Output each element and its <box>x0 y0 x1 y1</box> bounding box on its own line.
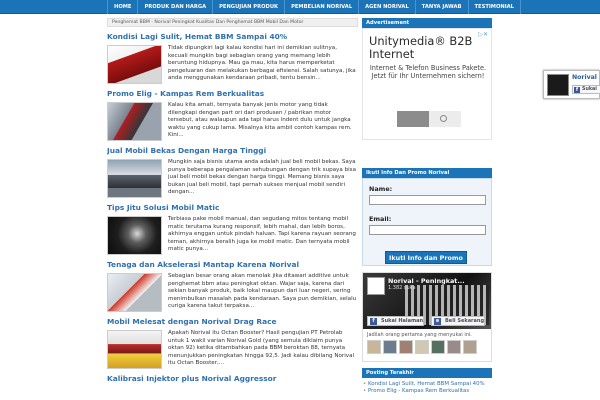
email-input[interactable] <box>369 225 486 235</box>
post-title[interactable]: Promo Elig - Kampas Rem Berkualitas <box>107 89 265 98</box>
subscribe-button[interactable]: Ikuti Info dan Promo <box>385 251 467 264</box>
name-input[interactable] <box>369 195 486 205</box>
nav-pembelian-norival[interactable]: PEMBELIAN NORIVAL <box>285 0 359 14</box>
post-excerpt: Tidak dipungkiri lagi kalau kondisi hari ini demikian sulitnya, kecuali mungkin bagi sebagian orang yang memang lebih beruntung hidupnya. Mau ga mau, kita harus memperketat pengeluaran dan melakukan berbagai efisiensi. Salah satunya, jika anda menggunakan kendaraan pribadi, tentu bensin... <box>168 45 356 82</box>
recent-posts-list <box>362 381 492 396</box>
post-item <box>107 260 358 312</box>
post-excerpt: Mungkin saja bisnis utama anda adalah jual beli mobil bekas. Saya punya beberapa pengalaman sehubungan dengan trik supaya bisa jual beli mobil bekas dengan harga tinggi. Memang bisnis saya bukan jual beli mobil, tapi pernah sukses menjual mobil sendiri dengan... <box>168 159 357 196</box>
floating-like-button[interactable]: f Sukai <box>572 85 600 94</box>
advertisement-heading: Advertisement <box>362 18 492 28</box>
nav-tanya-jawab[interactable]: TANYA JAWAB <box>416 0 469 14</box>
main-content <box>107 18 358 400</box>
post-title[interactable]: Mobil Melesat dengan Norival Drag Race <box>107 317 277 326</box>
post-thumbnail[interactable] <box>107 216 162 255</box>
post-item <box>107 374 358 384</box>
name-label: Name: <box>369 185 393 193</box>
post-excerpt: Sebagian besar orang akan menolak jika ditawari additive untuk penghemat bbm atau peningkat oktan. Wajar saja, karena dari sekian banyak produk, baik lokal maupun dari luar negeri, sering menimbulkan masalah pada kendaraan. Saya pun demikian, selalu curiga karena takut terpaksa... <box>168 273 357 310</box>
floating-page-logo[interactable] <box>547 74 569 96</box>
advertisement-banner[interactable] <box>362 28 492 140</box>
facebook-like-count: 1.382 suka <box>388 285 416 291</box>
ad-title[interactable]: Unitymedia® B2B Internet <box>369 34 473 61</box>
breadcrumb[interactable]: Penghemat BBM - Norival Peningkat Kualitas Dan Penghemat BBM Mobil Dan Motor <box>107 18 358 27</box>
ad-arrow-icon[interactable] <box>397 111 429 127</box>
post-title[interactable]: Jual Mobil Bekas Dengan Harga Tinggi <box>107 146 267 155</box>
post-thumbnail[interactable] <box>107 45 162 84</box>
facebook-like-button[interactable]: f Sukai Halaman <box>367 316 424 326</box>
sidebar <box>362 18 492 400</box>
post-thumbnail[interactable] <box>107 102 162 141</box>
subscribe-heading: Ikuti Info Dan Promo Norival <box>362 168 492 178</box>
nav-home[interactable]: HOME <box>107 0 138 14</box>
ad-choices-icon[interactable]: ▷✕ <box>478 31 488 38</box>
post-title[interactable]: Kalibrasi Injektor plus Norival Aggressor <box>107 374 277 383</box>
page-logo[interactable] <box>367 277 385 295</box>
buy-now-button[interactable]: ⊕ Beli Sekarang <box>431 316 485 326</box>
facebook-cover[interactable] <box>363 273 491 329</box>
post-thumbnail[interactable] <box>107 330 162 369</box>
post-thumbnail[interactable] <box>107 273 162 312</box>
nav-testimonial[interactable]: TESTIMONIAL <box>469 0 521 14</box>
facebook-icon: f <box>370 318 377 325</box>
cart-icon: ⊕ <box>435 318 440 324</box>
post-item <box>107 89 358 141</box>
subscribe-form <box>362 178 492 266</box>
top-navigation <box>0 0 600 14</box>
facebook-note: Jadilah orang pertama yang menyukai ini. <box>367 332 472 338</box>
recent-post-link[interactable]: • Promo Elig - Kampas Rem Berkualitas <box>362 388 492 395</box>
post-item <box>107 203 358 255</box>
recent-post-link[interactable]: • Kondisi Lagi Sulit, Hemat BBM Sampai 40% <box>362 381 492 388</box>
post-excerpt: Kalau kita amati, ternyata banyak jenis motor yang tidak dilengkapi dengan part ori dari produsen / pabrikan motor tersebut, atau walaupun ada tapi harus indent dulu untuk jangka waktu yang cukup lama. Misalnya kita ambil contoh kampas rem. Kini... <box>168 102 352 139</box>
post-item <box>107 32 358 84</box>
email-label: Email: <box>369 215 392 223</box>
floating-facebook-box[interactable] <box>543 70 600 99</box>
post-item <box>107 146 358 198</box>
facebook-faces <box>367 340 479 354</box>
post-title[interactable]: Tenaga dan Akselerasi Mantap Karena Norival <box>107 260 299 269</box>
post-item <box>107 317 358 369</box>
ad-nav-button[interactable] <box>397 111 461 127</box>
post-excerpt: Terbiasa pake mobil manual, dan segudang mitos tentang mobil matic terutama kurang responsif, lebih mahal, dan lebih boros, akhirnya enggan untuk pindah haluan. Tapi karena rayuan seorang teman, akhirnya beralih juga ke mobil matic. Dan ternyata mobil matic punya... <box>168 216 356 253</box>
post-excerpt: Apakah Norival itu Octan Booster? Hasil pengujian PT Petrolab untuk 1 wakil varian Norival Gold (yang semula diklaim punya oktan 92) ketika ditambahkan pada BBM beroktan 88, ternyata menunjukkan peningkatan hingga 92,5. Jadi kalau dibilang Norival itu Octan Booster,... <box>168 330 355 367</box>
ad-open-icon[interactable] <box>429 111 461 127</box>
nav-produk-dan-harga[interactable]: PRODUK DAN HARGA <box>138 0 213 14</box>
post-title[interactable]: Tips Jitu Solusi Mobil Matic <box>107 203 220 212</box>
nav-pengujian-produk[interactable]: PENGUJIAN PRODUK <box>213 0 285 14</box>
post-title[interactable]: Kondisi Lagi Sulit, Hemat BBM Sampai 40% <box>107 32 288 41</box>
facebook-page-widget <box>362 272 492 362</box>
nav-agen-norival[interactable]: AGEN NORIVAL <box>359 0 416 14</box>
facebook-icon: f <box>575 87 579 93</box>
ad-text[interactable]: Internet & Telefon Business Pakete. Jetzt für Ihr Unternehmen sichern! <box>369 64 487 81</box>
post-thumbnail[interactable] <box>107 159 162 198</box>
recent-posts-heading: Posting Terakhir <box>362 368 492 378</box>
facebook-page-name[interactable]: Norival - Peningkat... <box>388 277 465 285</box>
floating-page-name[interactable]: Norival <box>572 74 597 81</box>
